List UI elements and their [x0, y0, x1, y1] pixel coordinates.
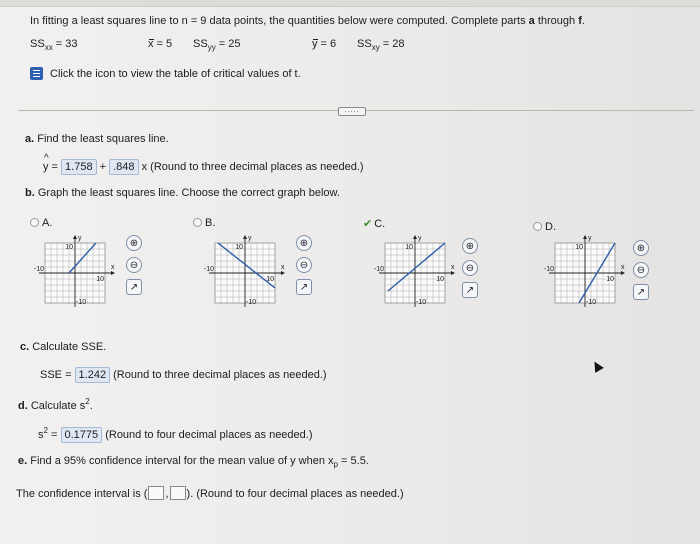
ssxx-value: $SS_{xx} = 33$	[30, 38, 78, 52]
ci-upper-input[interactable]	[170, 486, 186, 500]
zoom-in-icon[interactable]: ⊕	[462, 238, 478, 254]
x-min-label: -10	[203, 266, 214, 273]
option-d-radio[interactable]: D.	[533, 221, 556, 233]
part-d-prompt: d. Calculate $s^2$.	[18, 397, 93, 412]
top-bar	[0, 0, 700, 7]
zoom-out-icon[interactable]: ⊖	[462, 260, 478, 276]
y-max-label: 10	[575, 244, 583, 251]
graph-b-tools	[296, 235, 314, 301]
graph-c-tools	[462, 238, 480, 304]
part-a-prompt: a. Find the least squares line.	[25, 133, 169, 145]
y-axis-label: y	[78, 235, 82, 242]
ssyy-value: $SS_{yy} = 25$	[193, 38, 241, 52]
slope-answer[interactable]: .848	[109, 159, 138, 175]
x-axis-arrow	[621, 271, 625, 275]
y-min-label: -10	[246, 299, 257, 306]
x-max-label: 10	[436, 276, 444, 283]
option-a-radio[interactable]: A.	[30, 217, 52, 229]
y-axis-arrow	[73, 235, 77, 239]
y-min-label: -10	[76, 299, 87, 306]
zoom-out-icon[interactable]: ⊖	[633, 262, 649, 278]
expand-more-button[interactable]: .....	[338, 107, 366, 116]
part-c-answer-row: SSE = 1.242 (Round to three decimal places as needed.)	[40, 369, 327, 381]
popout-icon[interactable]: ↗	[126, 279, 142, 295]
variance-answer[interactable]: 0.1775	[61, 427, 103, 443]
popout-icon[interactable]: ↗	[633, 284, 649, 300]
checkmark-icon: ✔	[363, 218, 373, 230]
zoom-in-icon[interactable]: ⊕	[296, 235, 312, 251]
option-b-radio[interactable]: B.	[193, 217, 215, 229]
x-axis-label: x	[111, 264, 115, 271]
mouse-cursor-icon	[590, 359, 604, 373]
y-min-label: -10	[586, 299, 597, 306]
table-icon[interactable]	[30, 67, 43, 80]
x-min-label: -10	[373, 266, 384, 273]
x-axis-arrow	[111, 271, 115, 275]
y-axis-label: y	[588, 235, 592, 242]
sse-answer[interactable]: 1.242	[75, 367, 111, 383]
ci-lower-input[interactable]	[148, 486, 164, 500]
x-axis-label: x	[451, 264, 455, 271]
y-max-label: 10	[405, 244, 413, 251]
y-max-label: 10	[235, 244, 243, 251]
y-axis-arrow	[413, 235, 417, 239]
x-axis-arrow	[281, 271, 285, 275]
part-a-answer-row: ^ y = 1.758 + .848 x (Round to three decimal places as needed.)	[43, 159, 364, 175]
y-axis-label: y	[248, 235, 252, 242]
x-max-label: 10	[266, 276, 274, 283]
part-d-answer-row: $s^2 = 0.1775$ (Round to four decimal places as needed.)	[38, 426, 313, 441]
y-axis-arrow	[243, 235, 247, 239]
x-axis-label: x	[621, 264, 625, 271]
zoom-in-icon[interactable]: ⊕	[126, 235, 142, 251]
part-b-prompt: b. Graph the least squares line. Choose the correct graph below.	[25, 187, 340, 199]
x-axis-arrow	[451, 271, 455, 275]
x-max-label: 10	[96, 276, 104, 283]
problem-intro: In fitting a least squares line to n = 9 data points, the quantities below were computed. Complete parts a through f.	[30, 15, 585, 27]
ssxy-value: $SS_{xy} = 28$	[357, 38, 405, 52]
graph-option-a[interactable]	[33, 233, 125, 313]
y-axis-arrow	[583, 235, 587, 239]
y-axis-label: y	[418, 235, 422, 242]
graph-option-d[interactable]	[543, 233, 635, 313]
option-c-radio[interactable]: ✔ C.	[363, 218, 386, 230]
x-max-label: 10	[606, 276, 614, 283]
xbar-value: x = 5	[148, 38, 173, 50]
y-max-label: 10	[65, 244, 73, 251]
graph-a-tools	[126, 235, 144, 301]
zoom-out-icon[interactable]: ⊖	[296, 257, 312, 273]
x-min-label: -10	[543, 266, 554, 273]
critical-values-link[interactable]: Click the icon to view the table of critical values of t.	[30, 67, 301, 80]
zoom-out-icon[interactable]: ⊖	[126, 257, 142, 273]
graph-d-tools	[633, 240, 651, 306]
graph-option-b[interactable]	[203, 233, 295, 313]
graph-option-c[interactable]	[373, 233, 465, 313]
zoom-in-icon[interactable]: ⊕	[633, 240, 649, 256]
part-c-prompt: c. Calculate SSE.	[20, 341, 107, 353]
x-axis-label: x	[281, 264, 285, 271]
x-min-label: -10	[33, 266, 44, 273]
intercept-answer[interactable]: 1.758	[61, 159, 97, 175]
popout-icon[interactable]: ↗	[462, 282, 478, 298]
part-e-answer-row: The confidence interval is ( , ). (Round to four decimal places as needed.)	[16, 488, 404, 500]
popout-icon[interactable]: ↗	[296, 279, 312, 295]
y-min-label: -10	[416, 299, 427, 306]
part-e-prompt: e. Find a 95% confidence interval for the mean value of y when $x_p = 5.5$.	[18, 455, 369, 469]
ybar-value: y = 6	[312, 38, 337, 50]
